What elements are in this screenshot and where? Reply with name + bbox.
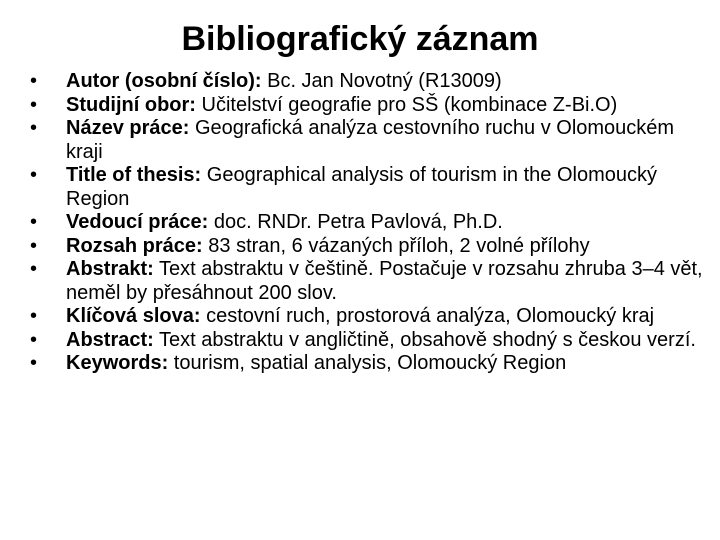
item-label: Title of thesis: xyxy=(66,164,202,186)
item-value: cestovní ruch, prostorová analýza, Olomoucký kraj xyxy=(200,305,655,327)
list-item xyxy=(30,117,710,164)
list-item xyxy=(30,258,710,305)
item-label: Keywords: xyxy=(66,352,169,374)
item-value: Bc. Jan Novotný (R13009) xyxy=(261,70,502,92)
bullet-icon: • xyxy=(30,211,38,233)
bibliographic-list xyxy=(30,70,710,376)
list-item xyxy=(30,211,710,235)
bullet-icon: • xyxy=(30,164,38,186)
item-value: Text abstraktu v češtině. Postačuje v rozsahu zhruba 3–4 vět, neměl by přesáhnout 200 slov. xyxy=(66,258,703,304)
item-label: Abstrakt: xyxy=(66,258,154,280)
bullet-icon: • xyxy=(30,234,38,257)
item-value: Geografická analýza cestovního ruchu v Olomouckém kraji xyxy=(66,117,675,163)
list-item xyxy=(30,305,710,329)
list-item xyxy=(30,329,710,353)
item-label: Vedoucí práce: xyxy=(66,211,209,233)
item-value: Učitelství geografie pro SŠ (kombinace Z-Bi.O) xyxy=(195,93,618,116)
bullet-icon: • xyxy=(30,117,38,139)
bullet-icon: • xyxy=(30,70,38,92)
item-value: 83 stran, 6 vázaných příloh, 2 volné přílohy xyxy=(202,234,590,257)
list-item xyxy=(30,164,710,211)
item-label: Název práce: xyxy=(66,117,190,139)
bullet-icon: • xyxy=(30,305,38,327)
item-value: tourism, spatial analysis, Olomoucký Region xyxy=(168,352,567,374)
list-item xyxy=(30,352,710,376)
item-label: Studijní obor: xyxy=(66,93,196,116)
bullet-icon: • xyxy=(30,258,38,280)
bullet-icon: • xyxy=(30,93,38,116)
bullet-icon: • xyxy=(30,328,38,351)
item-label: Autor (osobní číslo): xyxy=(66,70,262,92)
list-item xyxy=(30,70,710,94)
item-label: Klíčová slova: xyxy=(66,305,201,327)
item-value: Text abstraktu v angličtině, obsahově shodný s českou verzí. xyxy=(153,328,696,351)
item-value: doc. RNDr. Petra Pavlová, Ph.D. xyxy=(208,211,503,233)
list-item xyxy=(30,235,710,259)
item-label: Rozsah práce: xyxy=(66,234,203,257)
item-value: Geographical analysis of tourism in the Olomoucký Region xyxy=(66,164,657,210)
item-label: Abstract: xyxy=(66,328,154,351)
bullet-icon: • xyxy=(30,352,38,374)
page-title: Bibliografický záznam xyxy=(181,20,539,58)
list-item xyxy=(30,94,710,118)
